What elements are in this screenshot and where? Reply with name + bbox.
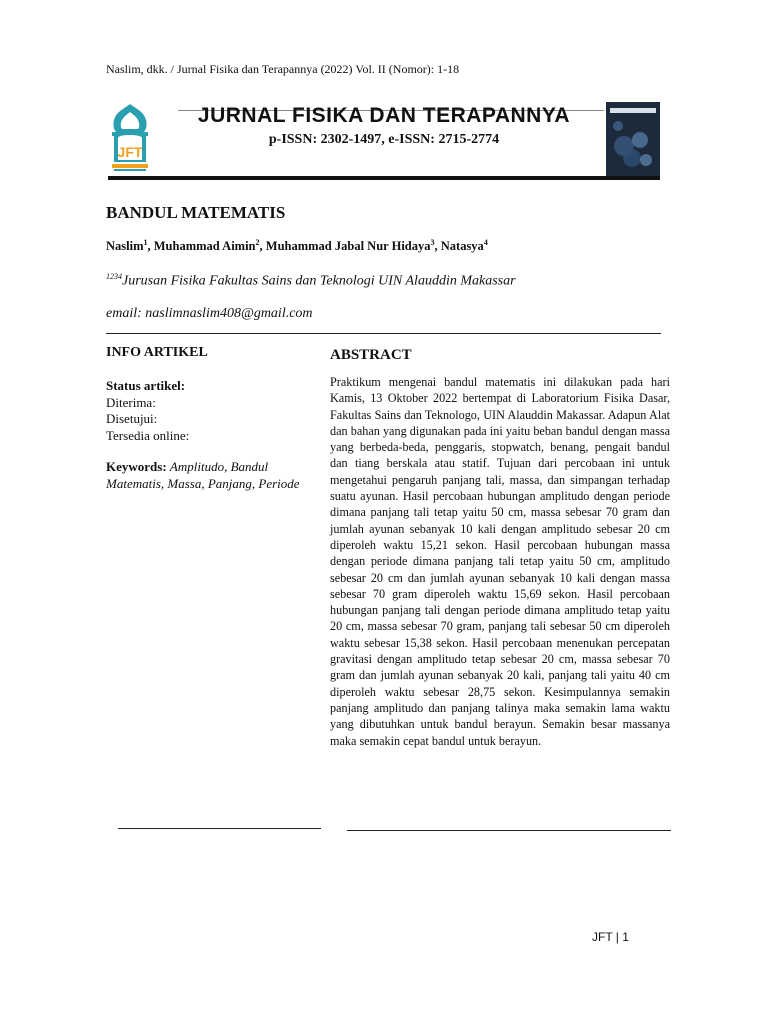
journal-logo xyxy=(108,102,152,174)
keywords-label: Keywords: xyxy=(106,459,167,474)
section-divider xyxy=(106,333,661,334)
author-sup: 2 xyxy=(255,238,260,247)
approved-label: Disetujui: xyxy=(106,411,158,426)
status-label: Status artikel: xyxy=(106,378,186,393)
author-name: Muhammad Jabal Nur Hidaya xyxy=(265,239,431,254)
author-list: Naslim$^1$, Muhammad Aimin$^2$, Muhammad Jabal Nur Hidaya$^3$, Natasya$^4$ xyxy=(106,238,488,254)
info-heading: INFO ARTIKEL xyxy=(106,345,208,360)
masthead-bottom-rule xyxy=(108,176,660,180)
author-name: Muhammad Aimin xyxy=(153,239,256,254)
author-sup: 1 xyxy=(143,238,148,247)
footer-rule-left xyxy=(118,828,321,829)
abstract-text: Praktikum mengenai bandul matematis ini dilakukan pada hari Kamis, 13 Oktober 2022 bertempat di Laboratorium Fisika Dasar, Fakultas Sains dan Teknologo, UIN Alauddin Makassar. Adapun Alat dan bahan yang digunakan pada ini yaitu beban bandul dengan massa yang berbeda-beda, penggaris, stopwatch, benang, pengait bandul dan tiang berskala atau statif. Tujuan dari percobaan ini untuk mengetahui pengaruh panjang tali, massa, dan simpangan terhadap suatu ayunan. Hasil percobaan hubungan amplitudo dengan periode dimana panjang tali tetap yaitu 50 cm, massa sebesar 70 gram dan jumlah ayunan sebanyak 10 kali dengan amplitudo sebesar 20 cm diperoleh waktu 15,21 sekon. Hasil percobaan hubungan massa dengan periode dimana panjang tali tetap yaitu 50 cm, amplitudo sebesar 20 cm dan jumlah ayunan sebanyak 10 kali dengan massa sebesar 70 gram diperoleh waktu 15,69 sekon. Hasil percobaan hubungan panjang tali dengan periode dimana amplitudo tetap yaitu 20 cm, massa sebesar 70 gram, panjang tali sebesar 50 cm diperoleh waktu sebesar 15,38 sekon. Hasil percobaan menenukan percepatan gravitasi dengan amplitudo tetap sebesar 20 cm, massa sebesar 70 gram dan jumlah ayunan sebanyak 20 kali, panjang tali yaitu 40 cm diperoleh waktu sebesar 28,75 sekon. Kesimpulannya semakin panjang amplitudo dan panjang talinya maka semakin lama waktu yang dibutuhkan untuk bandul berayun. Semakin besar massanya maka semakin cepat bandul untuk berayun. xyxy=(330,375,670,748)
article-status xyxy=(106,378,189,444)
keywords xyxy=(106,459,321,492)
keywords-text: Amplitudo, Bandul Matematis, Massa, Panjang, Periode xyxy=(106,459,300,491)
received-label: Diterima: xyxy=(106,394,156,410)
author-sup: 4 xyxy=(483,238,488,247)
journal-cover-image xyxy=(606,102,660,176)
logo-text: JFT xyxy=(117,144,143,160)
page-footer: JFT | 1 xyxy=(592,930,629,944)
affiliation xyxy=(106,272,516,290)
journal-title: JURNAL FISIKA DAN TERAPANNYA xyxy=(197,104,571,127)
author-sup: 3 xyxy=(430,238,435,247)
affiliation-text: Jurusan Fisika Fakultas Sains dan Teknologi UIN Alauddin Makassar xyxy=(122,273,516,289)
abstract-heading: ABSTRACT xyxy=(330,347,412,363)
online-label: Tersedia online: xyxy=(106,427,190,443)
author-email[interactable]: email: naslimnaslim408@gmail.com xyxy=(106,306,313,321)
affiliation-sup: 1234 xyxy=(106,272,122,281)
author-name: Naslim xyxy=(106,239,144,254)
footer-rule-right xyxy=(347,830,671,831)
author-name: Natasya xyxy=(440,239,484,254)
article-title: BANDUL MATEMATIS xyxy=(106,203,286,222)
running-head: Naslim, dkk. / Jurnal Fisika dan Terapannya (2022) Vol. II (Nomor): 1-18 xyxy=(106,62,460,76)
issn-line: p-ISSN: 2302-1497, e-ISSN: 2715-2774 xyxy=(268,132,500,147)
